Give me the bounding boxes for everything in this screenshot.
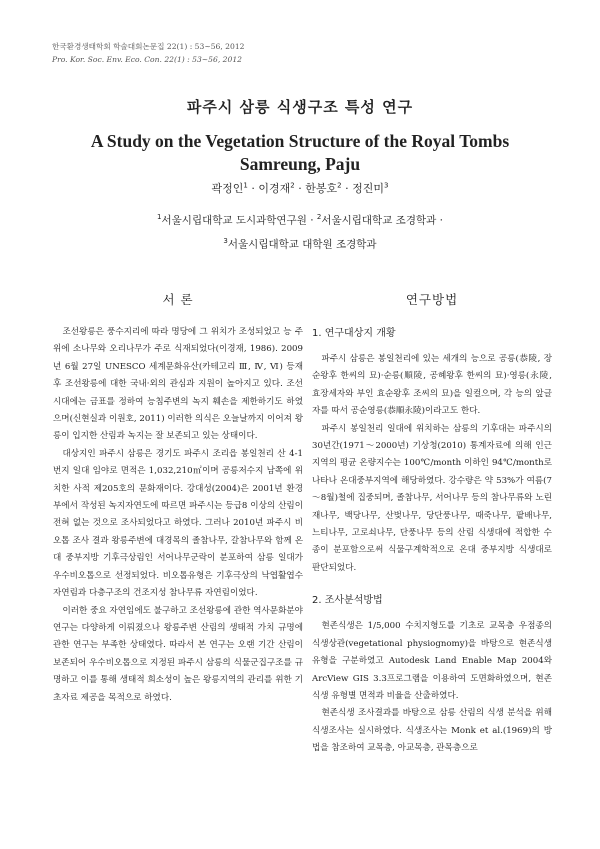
paragraph: 현존식생은 1/5,000 수치지형도를 기초로 교목층 우점종의 식생상관(vegetational physiognomy)을 바탕으로 현존식생 유형을 구분하였고 Autodesk Land Enable Map 2004와 ArcView GIS 3.3프로그램을 이용하여 도면화하였으며, 현존식생 유형별 면적과 비율을 산출하였다. bbox=[312, 621, 552, 701]
affiliation-line2: $^3$서울시립대학교 대학원 조경학과 bbox=[223, 236, 377, 250]
title-english bbox=[40, 130, 560, 176]
author: 정진미$^3$ bbox=[352, 181, 389, 195]
author-list: 곽정인$^1$ · 이경재$^2$ · 한봉호$^2$ · 정진미$^3$ bbox=[211, 181, 389, 195]
author: 이경재$^2$ bbox=[258, 181, 295, 195]
author: 한봉호$^2$ bbox=[305, 181, 342, 195]
paragraph: 대상지인 파주시 삼릉은 경기도 파주시 조리읍 봉일천리 산 4-1번지 일대 임야로 면적은 1,032,210㎡이며 공릉저수지 남쪽에 위치한 사적 제205호의 문화재이다. 강대성(2004)은 2001년 환경부에서 작성된 녹지자연도에 따르면 파주시는 등급8 이상의 산림이 전혀 없는 것으로 조사되었다고 하였다. 그러나 2010년 파주시 비오톱 조사 결과 왕릉주변에 대경목의 졸참나무, 갈참나무와 함께 온대 중부지방 기후극상림인 서어나무군락이 분포하여 삼릉 일대가 우수비오톱으로 선정되었다. 비오톱유형은 기후극상의 낙엽활엽수 자연림과 다층구조의 건조지성 참나무류 자연림이었다. bbox=[53, 448, 303, 599]
paragraph: 이러한 중요 자연임에도 불구하고 조선왕릉에 관한 역사문화분야 연구는 다양하게 이뤄졌으나 왕릉주변 산림의 생태적 가치 규명에 관한 연구는 부족한 상태였다. 따라서 본 연구는 오랜 기간 산림이 보존되어 우수비오톱으로 지정된 파주시 삼릉의 식물군집구조를 규명하고 이를 통해 생태적 희소성이 높은 왕릉지역의 관리를 위한 기초자료 제공을 목적으로 하였다. bbox=[53, 605, 303, 703]
section-heading-methods: 연구방법 bbox=[405, 292, 459, 307]
title-korean: 파주시 삼릉 식생구조 특성 연구 bbox=[186, 98, 414, 116]
subsection-heading-analysis: 2. 조사분석방법 bbox=[312, 595, 383, 607]
section-heading-introduction: 서 론 bbox=[162, 292, 194, 307]
author: 곽정인$^1$ bbox=[211, 181, 248, 195]
journal-header bbox=[52, 40, 245, 66]
paragraph: 현존식생 조사결과를 바탕으로 삼릉 산림의 식생 분석을 위해 식생조사는 실시하였다. 식생조사는 Monk et al.(1969)의 방법을 참조하여 교목층, 아교목층, 관목층으로 bbox=[312, 708, 552, 754]
affiliation-line1: $^1$서울시립대학교 도시과학연구원 · $^2$서울시립대학교 조경학과 · bbox=[157, 213, 443, 227]
journal-header-korean: 한국환경생태학회 학술대회논문집 22(1) : 53~56, 2012 bbox=[52, 42, 245, 51]
affiliations bbox=[60, 207, 540, 254]
title-english-line2: Samreung, Paju bbox=[239, 154, 361, 174]
subsection-heading-site: 1. 연구대상지 개황 bbox=[312, 328, 396, 339]
journal-header-english: Pro. Kor. Soc. Env. Eco. Con. 22(1) : 53~56, 2012 bbox=[52, 55, 242, 64]
paragraph: 파주시 봉일천리 일대에 위치하는 삼릉의 기후대는 파주시의 30년간(1971～2000년) 기상청(2010) 통계자료에 의해 인근지역의 평균 온량지수는 100℃/month 이하인 94℃/month로 나타나 온대중부지역에 해당하였다. 강수량은 약 53%가 여름(7～8월)철에 집중되며, 졸참나무, 서어나무 등의 참나무류와 노린재나무, 백당나무, 산벚나무, 당단풍나무, 때죽나무, 팥배나무, 느티나무, 고로쇠나무, 단풍나무 등의 산림 식생대에 적합한 수종이 분포함으로써 식물구계학적으로 온대 중부지방 식생대로 판단되었다. bbox=[312, 423, 552, 573]
title-english-line1: A Study on the Vegetation Structure of the Royal Tombs bbox=[90, 131, 510, 151]
paragraph: 조선왕릉은 풍수지리에 따라 명당에 그 위치가 조성되었고 능 주위에 소나무와 오리나무가 주로 식재되었다(이경재, 1986). 2009년 6월 27일 UNESCO 세계문화유산(카테고리 Ⅲ, Ⅳ, Ⅵ) 등재 후 조선왕릉에 대한 국내·외의 관심과 지원이 높아지고 있다. 조선시대에는 금표를 정하여 능침주변의 녹지 훼손을 제한하기도 하였으며(신현실과 이원호, 2011) 이러한 의식은 오늘날까지 이어져 왕릉이 입지한 산림과 녹지는 잘 보존되고 있는 상태이다. bbox=[53, 327, 303, 442]
paragraph: 파주시 삼릉은 봉일천리에 있는 세개의 능으로 공릉(恭陵, 장순왕후 한씨의 묘)·순릉(順陵, 공혜왕후 한씨의 묘)·영릉(永陵, 효장세자와 부인 효순왕후 조씨의 묘)을 일컬으며, 각 능의 앞글자를 따서 공순영릉(恭順永陵)이라고도 한다. bbox=[312, 354, 552, 417]
left-column bbox=[53, 290, 303, 707]
right-column bbox=[312, 290, 552, 758]
